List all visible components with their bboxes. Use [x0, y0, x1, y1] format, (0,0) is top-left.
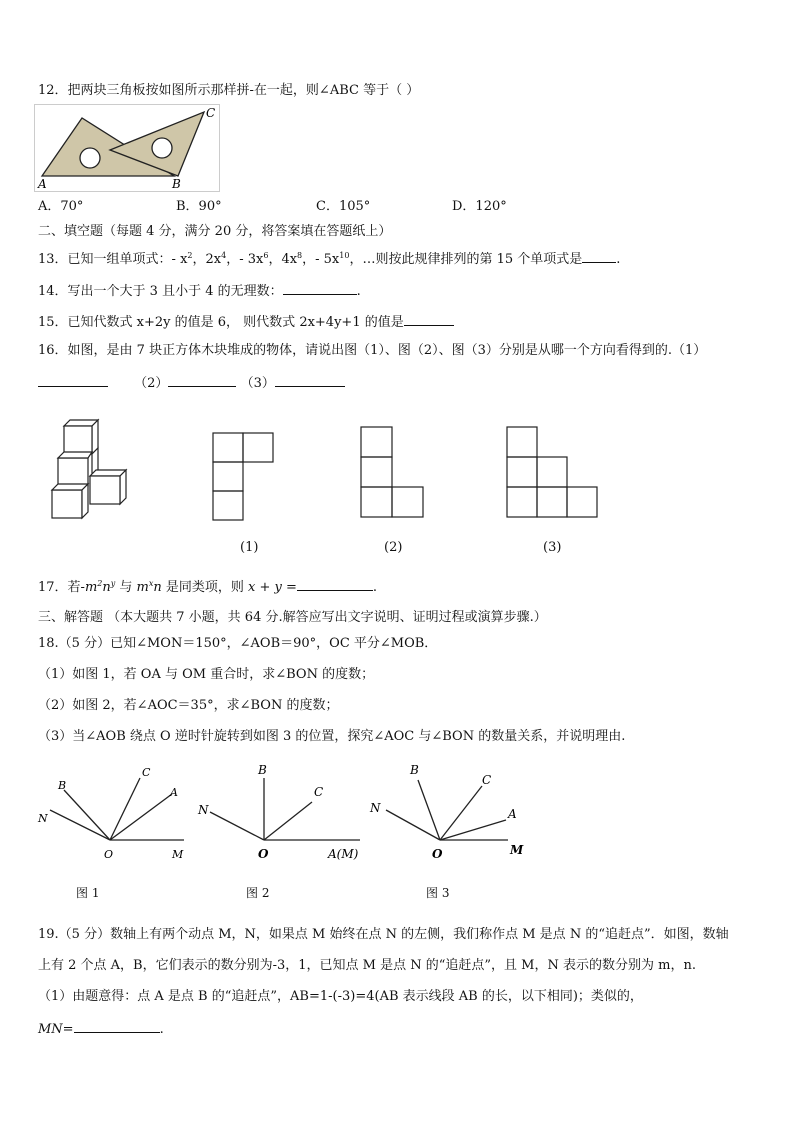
q16-view-1 [212, 432, 274, 522]
q16-caption-2: (2) [384, 540, 403, 555]
fig2-O: O [258, 847, 269, 861]
fig3-C: C [482, 773, 492, 787]
q16-caption-3: (3) [543, 540, 562, 555]
fig1-B: B [58, 779, 67, 792]
q12-figure [34, 104, 220, 192]
q12-choice-c: C．105° [316, 199, 371, 214]
q12-stem: 12．把两块三角板按如图所示那样拼-在一起，则∠ABC 等于（ ） [38, 83, 420, 98]
fig2-N: N [198, 803, 209, 817]
q16-stem: 16．如图，是由 7 块正方体木块堆成的物体，请说出图（1）、图（2）、图（3）分别是从哪一个方向看得到的.（1） [38, 343, 707, 358]
q16-cube-stack [46, 418, 130, 522]
hole-right [152, 138, 172, 158]
q12-choice-a: A．70° [38, 199, 84, 214]
fig3-O: O [432, 847, 443, 861]
fig3-B: B [410, 763, 419, 777]
q17-blank [297, 578, 373, 591]
q16-blank-2 [168, 374, 236, 387]
q13: 13．已知一组单项式：- $x^2$，$2x^4$，- $3x^6$，$4x^8$，- $5x^{10}$，…则按此规律排列的第 15 个单项式是 . [38, 251, 621, 267]
fig2-C: C [314, 785, 324, 799]
q18-figure-2 [194, 760, 374, 864]
label-C: C [206, 106, 216, 120]
q16-blank-1 [38, 374, 108, 387]
q19-line-1: 19.（5 分）数轴上有两个动点 M，N，如果点 M 始终在点 N 的左侧，我们称作点 M 是点 N 的“追赶点”．如图，数轴 [38, 927, 729, 942]
q12-choice-b: B．90° [176, 199, 222, 214]
hole-left [80, 148, 100, 168]
q18-part1: （1）如图 1，若 OA 与 OM 重合时，求∠BON 的度数； [38, 667, 375, 682]
q18-stem: 18.（5 分）已知∠MON＝150°，∠AOB＝90°，OC 平分∠MOB． [38, 636, 438, 651]
label-A: A [38, 177, 47, 191]
fig1-M: M [172, 848, 184, 861]
label-B: B [172, 177, 181, 191]
q18-caption-3: 图 3 [426, 886, 450, 900]
q12-choice-d: D．120° [452, 199, 507, 214]
fig1-A: A [170, 786, 178, 799]
q18-figure-1 [34, 762, 194, 862]
q16-blank-3 [275, 374, 345, 387]
q19-line-3: （1）由题意得：点 A 是点 B 的“追赶点”，AB=1-(-3)=4(AB 表示线段 AB 的长，以下相同)；类似的， [38, 989, 643, 1004]
q18-caption-2: 图 2 [246, 886, 270, 900]
fig3-M: M [510, 843, 524, 857]
fig2-B: B [258, 763, 267, 777]
q18-part2: （2）如图 2，若∠AOC＝35°，求∠BON 的度数； [38, 698, 339, 713]
q19-line-4: MN= . [38, 1022, 164, 1037]
q15-blank [404, 313, 454, 326]
q16-view-2 [360, 426, 424, 518]
fig1-O: O [104, 848, 114, 861]
section3-heading: 三、解答题 （本大题共 7 小题，共 64 分.解答应写出文字说明、证明过程或演算步骤.） [38, 610, 547, 625]
q16-caption-1: (1) [240, 540, 259, 555]
q13-blank [582, 250, 616, 263]
q18-figure-3 [362, 760, 542, 864]
fig1-C: C [142, 766, 151, 779]
q16-view-3 [506, 426, 598, 518]
q18-part3: （3）当∠AOB 绕点 O 逆时针旋转到如图 3 的位置，探究∠AOC 与∠BON 的数量关系，并说明理由. [38, 729, 626, 744]
q15: 15．已知代数式 x+2y 的值是 6， 则代数式 2x+4y+1 的值是 [38, 313, 454, 331]
q17: 17．若$-m^2n^y$ 与 $m^xn$ 是同类项，则 x + y = . [38, 579, 378, 595]
fig1-N: N [38, 812, 48, 825]
q14: 14．写出一个大于 3 且小于 4 的无理数： . [38, 284, 361, 299]
fig3-A: A [508, 807, 517, 821]
q19-line-2: 上有 2 个点 A，B，它们表示的数分别为-3，1，已知点 M 是点 N 的“追赶点”，且 M，N 表示的数分别为 m，n. [38, 958, 696, 973]
fig2-AM: A(M) [328, 847, 359, 861]
fig3-N: N [370, 801, 381, 815]
q16-answers: （2） （3） [38, 374, 345, 392]
q18-caption-1: 图 1 [76, 886, 100, 900]
section2-heading: 二、填空题（每题 4 分，满分 20 分，将答案填在答题纸上） [38, 224, 392, 239]
q19-blank [74, 1020, 160, 1033]
q14-blank [283, 282, 357, 295]
